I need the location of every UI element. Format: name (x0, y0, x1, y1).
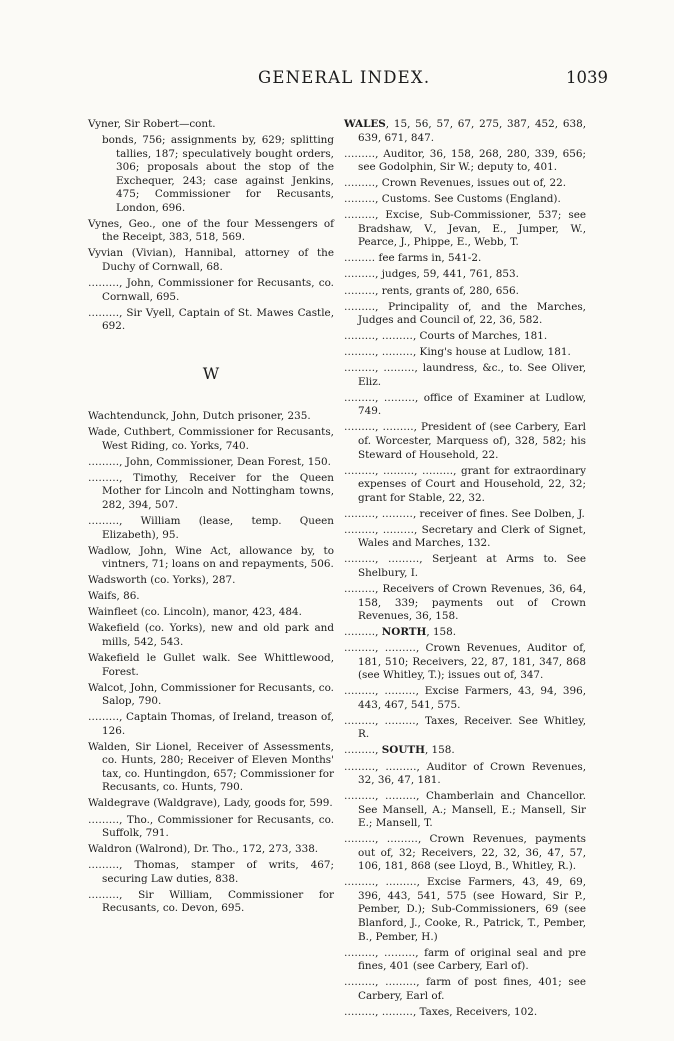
page-number: 1039 (566, 68, 608, 87)
index-entry: ………, Tho., Commissioner for Recusants, co. Suffolk, 791. (88, 813, 334, 840)
index-entry: Vynes, Geo., one of the four Messengers of the Receipt, 383, 518, 569. (88, 217, 334, 244)
index-entry: ………, Crown Revenues, issues out of, 22. (344, 177, 567, 190)
index-entry: ………, ………, farm of original seal and pre fines, 401 (see Carbery, Earl of). (344, 946, 586, 973)
index-entry: Wachtendunck, John, Dutch prisoner, 235. (88, 410, 311, 423)
index-entry: ………, ………, Excise Farmers, 43, 94, 396, 443, 467, 541, 575. (344, 685, 586, 711)
index-entry: Wainfleet (co. Lincoln), manor, 423, 484. (88, 606, 302, 619)
index-entry: ………, John, Commissioner, Dean Forest, 150. (88, 455, 331, 468)
index-entry: bonds, 756; assignments by, 629; splitting tallies, 187; speculatively bought orders, 306; proposals about the stop of the Exchequer, 243; case against Jenkins, 475; Commissioner for Recusants, London, 696. (102, 134, 334, 214)
index-entry: ………, ………, farm of post fines, 401; see Carbery, Earl of. (344, 976, 586, 1002)
index-entry: Waldron (Walrond), Dr. Tho., 172, 273, 338. (88, 843, 319, 856)
index-entry: Vyvian (Vivian), Hannibal, attorney of the Duchy of Cornwall, 68. (88, 247, 334, 273)
index-entry: ………, John, Commissioner for Recusants, co. Cornwall, 695. (88, 277, 334, 303)
index-entry: WALES, 15, 56, 57, 67, 275, 387, 452, 638, 639, 671, 847. (344, 118, 586, 144)
index-entry: Walcot, John, Commissioner for Recusants, co. Salop, 790. (88, 681, 334, 708)
index-entry: ………, ………, ………, grant for extraordinary expenses of Court and Household, 22, 32; grant for Stable, 22, 32. (344, 464, 586, 504)
index-entry: ………, Captain Thomas, of Ireland, treason of, 126. (88, 711, 334, 737)
index-entry: ………, Timothy, Receiver for the Queen Mother for Lincoln and Nottingham towns, 282, 394, 507. (88, 471, 334, 512)
index-entry: ………, Customs. See Customs (England). (344, 193, 561, 206)
index-entry: Wakefield le Gullet walk. See Whittlewood, Forest. (88, 652, 334, 678)
index-entry: Waifs, 86. (88, 590, 140, 603)
index-entry: Wakefield (co. Yorks), new and old park and mills, 542, 543. (88, 622, 334, 648)
index-entry: ………, Principality of, and the Marches, Judges and Council of, 22, 36, 582. (344, 300, 586, 327)
index-entry: ………, ………, office of Examiner at Ludlow, 749. (344, 391, 586, 418)
page-header (0, 68, 674, 92)
index-entry: ………, ………, King's house at Ludlow, 181. (344, 346, 571, 359)
index-entry: Waldegrave (Waldgrave), Lady, goods for, 599. (88, 797, 333, 810)
index-entry: ………, Sir William, Commissioner for Recusants, co. Devon, 695. (88, 888, 334, 915)
running-title: GENERAL INDEX. (258, 68, 431, 87)
index-entry: ………, ………, Crown Revenues, Auditor of, 181, 510; Receivers, 22, 87, 181, 347, 868 (see Whitley, T.); issues out of, 347. (344, 642, 586, 682)
left-column (88, 118, 334, 918)
index-entry: ………, Sir Vyell, Captain of St. Mawes Castle, 692. (88, 306, 334, 333)
index-entry: ………, ………, Taxes, Receiver. See Whitley, R. (344, 714, 586, 741)
index-entry: ………, judges, 59, 441, 761, 853. (344, 268, 519, 281)
index-entry: ………, Receivers of Crown Revenues, 36, 64, 158, 339; payments out of Crown Revenues, 36, 158. (344, 582, 586, 623)
index-entry: ………, Auditor, 36, 158, 268, 280, 339, 656; see Godolphin, Sir W.; deputy to, 401. (344, 147, 586, 174)
entries-w (88, 410, 334, 916)
index-entry: ………, ………, Courts of Marches, 181. (344, 330, 548, 343)
index-entry: ………, ………, receiver of fines. See Dolben, J. (344, 507, 585, 520)
index-entry: ………, ………, Serjeant at Arms to. See Shelbury, I. (344, 553, 586, 579)
index-entry: Wade, Cuthbert, Commissioner for Recusants, West Riding, co. Yorks, 740. (88, 426, 334, 452)
index-entry: Vyner, Sir Robert—cont. (88, 118, 216, 130)
entries-v (88, 118, 334, 334)
index-entry: ………, Excise, Sub-Commissioner, 537; see Bradshaw, V., Jevan, E., Jumper, W., Pearce, J., Phippe, E., Webb, T. (344, 209, 586, 249)
index-entry: ………, ………, Crown Revenues, payments out of, 32; Receivers, 22, 32, 36, 47, 57, 106, 181, 868 (see Lloyd, B., Whitley, R.). (344, 833, 586, 873)
index-entry: ………, Thomas, stamper of writs, 467; securing Law duties, 838. (88, 859, 334, 885)
index-entry: ………, ………, laundress, &c., to. See Oliver, Eliz. (344, 362, 586, 388)
index-entry: Walden, Sir Lionel, Receiver of Assessments, co. Hunts, 280; Receiver of Eleven Months' tax, co. Huntingdon, 657; Commissioner for Recusants, co. Hunts, 790. (88, 740, 334, 794)
index-entry: ………, rents, grants of, 280, 656. (344, 284, 519, 297)
index-entry: ………, ………, Chamberlain and Chancellor. See Mansell, A.; Mansell, E.; Mansell, Sir E.; Mansell, T. (344, 790, 586, 830)
index-entry: ………, ………, Secretary and Clerk of Signet, Wales and Marches, 132. (344, 523, 586, 550)
index-entry: ………, ………, Auditor of Crown Revenues, 32, 36, 47, 181. (344, 760, 586, 787)
index-entry: ………, NORTH, 158. (344, 626, 457, 639)
index-entry: ………, ………, Taxes, Receivers, 102. (344, 1005, 538, 1018)
index-entry: ………, ………, Excise Farmers, 43, 49, 69, 396, 443, 541, 575 (see Howard, Sir P., Pember, D.); Sub-Commissioners, 69 (see Blanford, J., Cooke, R., Patrick, T., Pember, B., Pember, H.) (344, 876, 586, 943)
index-entry: Wadsworth (co. Yorks), 287. (88, 574, 236, 587)
index-entry: Wadlow, John, Wine Act, allowance by, to vintners, 71; loans on and repayments, 506. (88, 544, 334, 571)
index-entry: ………, SOUTH, 158. (344, 744, 455, 757)
right-column (344, 118, 586, 1022)
section-letter: W (202, 363, 220, 383)
index-entry: ……… fee farms in, 541-2. (344, 252, 482, 265)
index-entry: ………, ………, President of (see Carbery, Earl of. Worcester, Marquess of), 328, 582; his Steward of Household, 22. (344, 421, 586, 461)
index-entry: ………, William (lease, temp. Queen Elizabeth), 95. (88, 515, 334, 541)
